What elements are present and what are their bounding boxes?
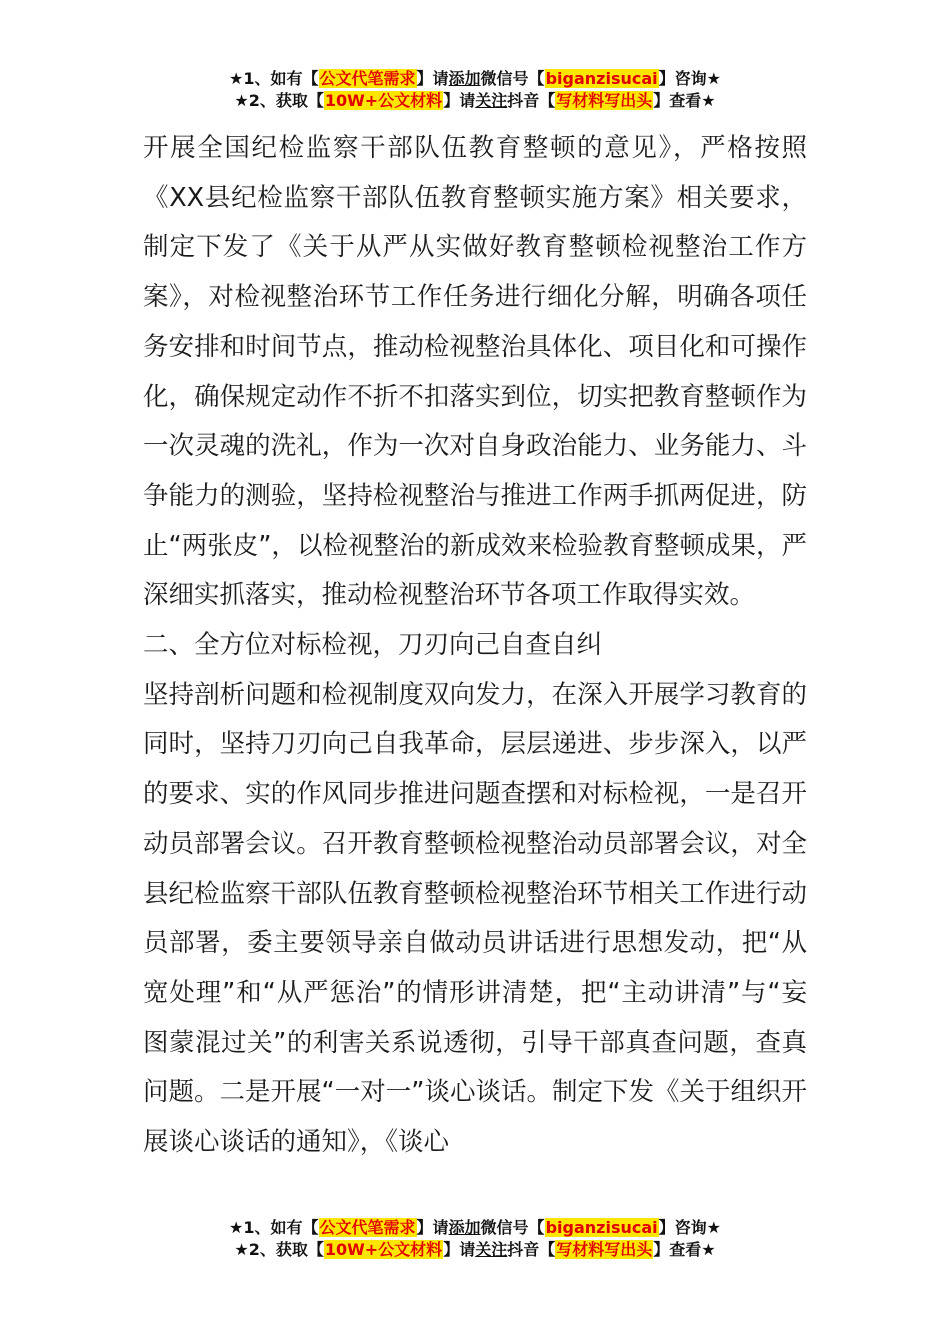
- promo-text: 】请: [416, 69, 449, 88]
- promo-text: 】请: [416, 1218, 449, 1237]
- promo-text: 抖音【: [507, 91, 556, 110]
- promo-underline: 添加: [448, 1218, 481, 1237]
- promo-highlight: 写材料写出头: [556, 91, 653, 110]
- promo-text: 】咨询★: [658, 1218, 721, 1237]
- promo-highlight: 公文代笔需求: [319, 69, 416, 88]
- promo-underline: 关注: [475, 91, 508, 110]
- promo-banner-top: [0, 68, 950, 112]
- paragraph: 坚持剖析问题和检视制度双向发力，在深入开展学习教育的同时，坚持刀刃向己自我革命，层层递进、步步深入，以严的要求、实的作风同步推进问题查摆和对标检视，一是召开动员部署会议。召开教育整顿检视整治动员部署会议，对全县纪检监察干部队伍教育整顿检视整治环节相关工作进行动员部署，委主要领导亲自做动员讲话进行思想发动，把“从宽处理”和“从严惩治”的情形讲清楚，把“主动讲清”与“妄图蒙混过关”的利害关系说透彻，引导干部真查问题，查真问题。二是开展“一对一”谈心谈话。制定下发《关于组织开展谈心谈话的通知》，《谈心: [143, 679, 807, 1158]
- promo-highlight: 写材料写出头: [556, 1240, 653, 1259]
- promo-text: 】请: [443, 1240, 476, 1259]
- promo-text: 】查看★: [653, 1240, 716, 1259]
- promo-text: 】请: [443, 91, 476, 110]
- promo-banner-bottom: [0, 1217, 950, 1261]
- promo-highlight: 10W+公文材料: [324, 1240, 443, 1259]
- section-heading: 二、全方位对标检视，刀刃向己自查自纠: [143, 630, 603, 661]
- promo-text: ★1、如有【: [229, 69, 319, 88]
- promo-text: ★2、获取【: [234, 91, 324, 110]
- promo-line-2: [0, 1239, 950, 1261]
- promo-underline: 添加: [448, 69, 481, 88]
- promo-underline: 关注: [475, 1240, 508, 1259]
- promo-line-1: [0, 1217, 950, 1239]
- promo-highlight: biganzisucai: [545, 1218, 658, 1237]
- document-body: [143, 124, 807, 1168]
- promo-highlight: biganzisucai: [545, 69, 658, 88]
- promo-line-1: [0, 68, 950, 90]
- promo-text: 】咨询★: [658, 69, 721, 88]
- promo-text: ★2、获取【: [234, 1240, 324, 1259]
- promo-text: ★1、如有【: [229, 1218, 319, 1237]
- promo-text: 微信号【: [480, 1218, 545, 1237]
- promo-highlight: 10W+公文材料: [324, 91, 443, 110]
- promo-text: 抖音【: [507, 1240, 556, 1259]
- promo-text: 】查看★: [653, 91, 716, 110]
- promo-line-2: [0, 90, 950, 112]
- promo-text: 微信号【: [480, 69, 545, 88]
- paragraph: 开展全国纪检监察干部队伍教育整顿的意见》，严格按照《XX县纪检监察干部队伍教育整顿实施方案》相关要求，制定下发了《关于从严从实做好教育整顿检视整治工作方案》，对检视整治环节工作任务进行细化分解，明确各项任务安排和时间节点，推动检视整治具体化、项目化和可操作化，确保规定动作不折不扣落实到位，切实把教育整顿作为一次灵魂的洗礼，作为一次对自身政治能力、业务能力、斗争能力的测验，坚持检视整治与推进工作两手抓两促进，防止“两张皮”，以检视整治的新成效来检验教育整顿成果，严深细实抓落实，推动检视整治环节各项工作取得实效。: [143, 133, 807, 611]
- promo-highlight: 公文代笔需求: [319, 1218, 416, 1237]
